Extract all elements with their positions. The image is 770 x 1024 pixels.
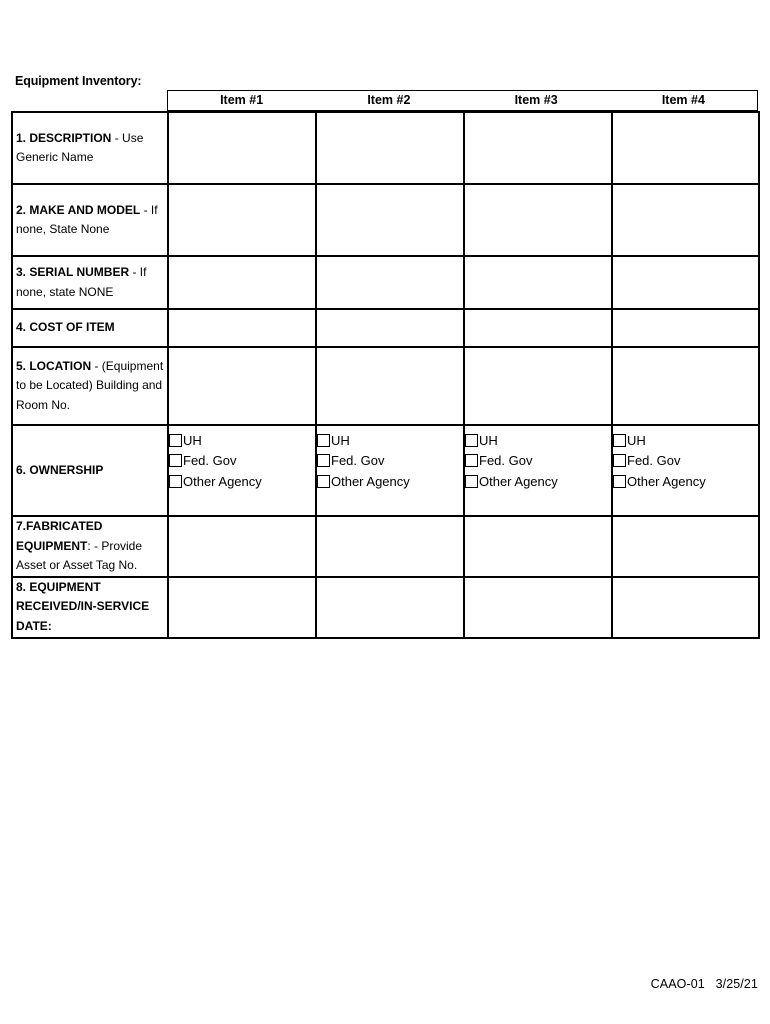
make-model-item-2-cell[interactable] [316,184,464,256]
ownership-option-other-agency [169,471,315,492]
fed-gov-option-label: Fed. Gov [183,453,237,469]
fabricated-item-4-cell[interactable] [612,516,759,577]
cost-row [12,309,759,347]
received-date-item-3-cell[interactable] [464,577,612,638]
other-agency-option-label: Other Agency [331,473,410,489]
serial-number-label: 3. SERIAL NUMBER - If none, state NONE [12,256,168,309]
cost-item-1-cell[interactable] [168,309,316,347]
ownership-option-uh [317,430,463,451]
uh-checkbox[interactable] [169,434,182,447]
serial-number-row [12,256,759,309]
description-item-1-cell[interactable] [168,112,316,184]
ownership-row [12,425,759,516]
description-item-3-cell[interactable] [464,112,612,184]
ownership-item-2-cell [316,425,464,516]
location-item-1-cell[interactable] [168,347,316,425]
other-agency-option-label: Other Agency [479,473,558,489]
fed-gov-checkbox[interactable] [169,454,182,467]
cost-item-4-cell[interactable] [612,309,759,347]
uh-checkbox[interactable] [613,434,626,447]
ownership-item-3-cell [464,425,612,516]
fabricated-equipment-row [12,516,759,577]
location-label: 5. LOCATION - (Equipment to be Located) Building and Room No. [12,347,168,425]
received-date-item-2-cell[interactable] [316,577,464,638]
uh-checkbox[interactable] [465,434,478,447]
item-3-header: Item #3 [514,93,558,107]
make-model-item-4-cell[interactable] [612,184,759,256]
location-row [12,347,759,425]
item-2-header: Item #2 [367,93,411,107]
item-header-row [167,90,758,111]
ownership-option-fed-gov [613,451,758,472]
other-agency-option-label: Other Agency [627,473,706,489]
equipment-inventory-table [11,111,760,639]
location-item-2-cell[interactable] [316,347,464,425]
cost-item-2-cell[interactable] [316,309,464,347]
other-agency-option-label: Other Agency [183,473,262,489]
fabricated-item-2-cell[interactable] [316,516,464,577]
fed-gov-checkbox[interactable] [465,454,478,467]
make-model-row [12,184,759,256]
ownership-option-fed-gov [169,451,315,472]
ownership-label: 6. OWNERSHIP [12,425,168,516]
serial-number-item-4-cell[interactable] [612,256,759,309]
description-row [12,112,759,184]
uh-option-label: UH [627,432,646,448]
ownership-option-uh [465,430,611,451]
item-1-header: Item #1 [220,93,264,107]
fabricated-equipment-label: 7.FABRICATED EQUIPMENT: - Provide Asset or Asset Tag No. [12,516,168,577]
fabricated-item-1-cell[interactable] [168,516,316,577]
cost-label: 4. COST OF ITEM [12,309,168,347]
make-model-label: 2. MAKE AND MODEL - If none, State None [12,184,168,256]
ownership-item-1-cell [168,425,316,516]
other-agency-checkbox[interactable] [169,475,182,488]
ownership-option-other-agency [317,471,463,492]
make-model-item-3-cell[interactable] [464,184,612,256]
uh-option-label: UH [183,432,202,448]
ownership-option-other-agency [613,471,758,492]
location-item-3-cell[interactable] [464,347,612,425]
serial-number-item-2-cell[interactable] [316,256,464,309]
ownership-option-uh [613,430,758,451]
ownership-option-fed-gov [465,451,611,472]
ownership-item-4-cell [612,425,759,516]
other-agency-checkbox[interactable] [465,475,478,488]
description-label: 1. DESCRIPTION - Use Generic Name [12,112,168,184]
uh-option-label: UH [479,432,498,448]
fed-gov-option-label: Fed. Gov [627,453,681,469]
fed-gov-checkbox[interactable] [317,454,330,467]
location-item-4-cell[interactable] [612,347,759,425]
serial-number-item-3-cell[interactable] [464,256,612,309]
uh-option-label: UH [331,432,350,448]
received-date-label: 8. EQUIPMENT RECEIVED/IN-SERVICE DATE: [12,577,168,638]
fed-gov-checkbox[interactable] [613,454,626,467]
page-title: Equipment Inventory: [15,74,142,88]
received-date-row [12,577,759,638]
serial-number-item-1-cell[interactable] [168,256,316,309]
fed-gov-option-label: Fed. Gov [331,453,385,469]
other-agency-checkbox[interactable] [613,475,626,488]
cost-item-3-cell[interactable] [464,309,612,347]
received-date-item-1-cell[interactable] [168,577,316,638]
uh-checkbox[interactable] [317,434,330,447]
fabricated-item-3-cell[interactable] [464,516,612,577]
description-item-2-cell[interactable] [316,112,464,184]
make-model-item-1-cell[interactable] [168,184,316,256]
fed-gov-option-label: Fed. Gov [479,453,533,469]
other-agency-checkbox[interactable] [317,475,330,488]
ownership-option-other-agency [465,471,611,492]
description-item-4-cell[interactable] [612,112,759,184]
ownership-option-uh [169,430,315,451]
item-4-header: Item #4 [661,93,705,107]
form-code-footer: CAAO-01 3/25/21 [650,977,758,991]
received-date-item-4-cell[interactable] [612,577,759,638]
ownership-option-fed-gov [317,451,463,472]
